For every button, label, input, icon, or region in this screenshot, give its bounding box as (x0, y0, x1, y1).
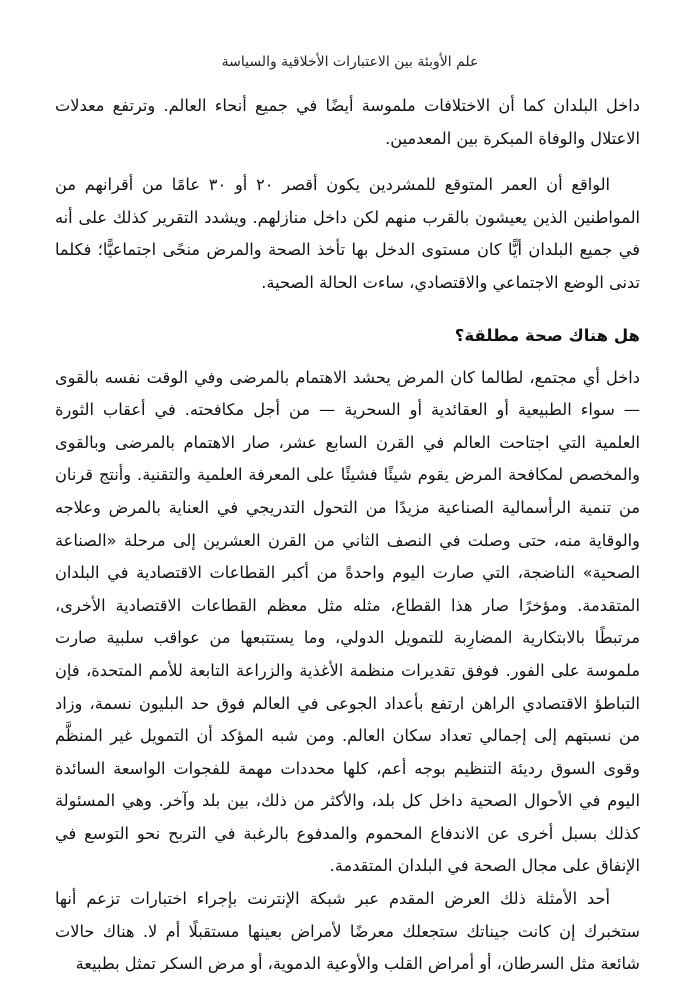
paragraph-continued: داخل البلدان كما أن الاختلافات ملموسة أيضًا في جميع أنحاء العالم. وترتفع معدلات الاعتلال والوفاة المبكرة بين المعدمين. (55, 96, 640, 148)
running-header: علم الأوبئة بين الاعتبارات الأخلاقية والسياسة (221, 54, 479, 70)
page-body (55, 90, 640, 981)
paragraph-genetic-tests: أحد الأمثلة ذلك العرض المقدم عبر شبكة الإنترنت بإجراء اختبارات تزعم أنها ستخبرك إن كانت جيناتك ستجعلك معرضًا لأمراض بعينها مستقبلًا أم لا. هناك حالات شائعة مثل السرطان، أو أمراض القلب والأوعية الدموية، أو مرض السكر تمثل بطبيعة (55, 889, 640, 974)
paragraph-life-expectancy: الواقع أن العمر المتوقع للمشردين يكون أقصر ٢٠ أو ٣٠ عامًا من أقرانهم من المواطنين الذين يعيشون بالقرب منهم لكن داخل منازلهم. ويشدد التقرير كذلك على أنه في جميع البلدان أيًّا كان مستوى الدخل بها تأخذ الصحة والمرض منحًى اجتماعيًّا؛ فكلما تدنى الوضع الاجتماعي والاقتصادي، ساءت الحالة الصحية. (55, 175, 640, 292)
section-heading: هل هناك صحة مطلقة؟ (454, 325, 640, 345)
paragraph-health-industry: داخل أي مجتمع، لطالما كان المرض يحشد الاهتمام بالمرضى وفي الوقت نفسه بالقوى — سواء الطبيعية أو العقائدية أو السحرية — من أجل مكافحته. في أعقاب الثورة العلمية التي اجتاحت العالم في القرن السابع عشر، صار الاهتمام بالمرضى وبالقوى والمخصص لمكافحة المرض يقوم شيئًا فشيئًا على المعرفة العلمية والتقنية. وأنتج قرنان من تنمية الرأسمالية الصناعية مزيدًا من التحول التدريجي في العناية بالمرض وعلاجه والوقاية منه، حتى وصلت في النصف الثاني من القرن العشرين إلى مرحلة «الصناعة الصحية» الناضجة، التي صارت اليوم واحدةً من أكبر القطاعات الاقتصادية في البلدان المتقدمة. ومؤخرًا صار هذا القطاع، مثله مثل معظم القطاعات الاقتصادية الأخرى، مرتبطًا بالابتكارية المضارِبة للتمويل الدولي، وما يستتبعها من عواقب سلبية صارت ملموسة على الفور. فوفق تقديرات منظمة الأغذية والزراعة التابعة للأمم المتحدة، فإن التباطؤ الاقتصادي الراهن ارتفع بأعداد الجوعى في العالم فوق حد البليون نسمة، وزاد من نسبتهم إلى إجمالي تعداد سكان العالم. ومن شبه المؤكد أن التمويل غير المنظَّم وقوى السوق رديئة التنظيم بوجه أعم، كلها محددات مهمة للفجوات الواسعة السائدة اليوم في الأحوال الصحية داخل كل بلد، والأكثر من ذلك، بين بلد وآخر. وهي المسئولة كذلك بسبل أخرى عن الاندفاع المحموم والمدفوع بالرغبة في التربح نحو التوسع في الإنفاق على مجال الصحة في البلدان المتقدمة. (55, 367, 640, 876)
